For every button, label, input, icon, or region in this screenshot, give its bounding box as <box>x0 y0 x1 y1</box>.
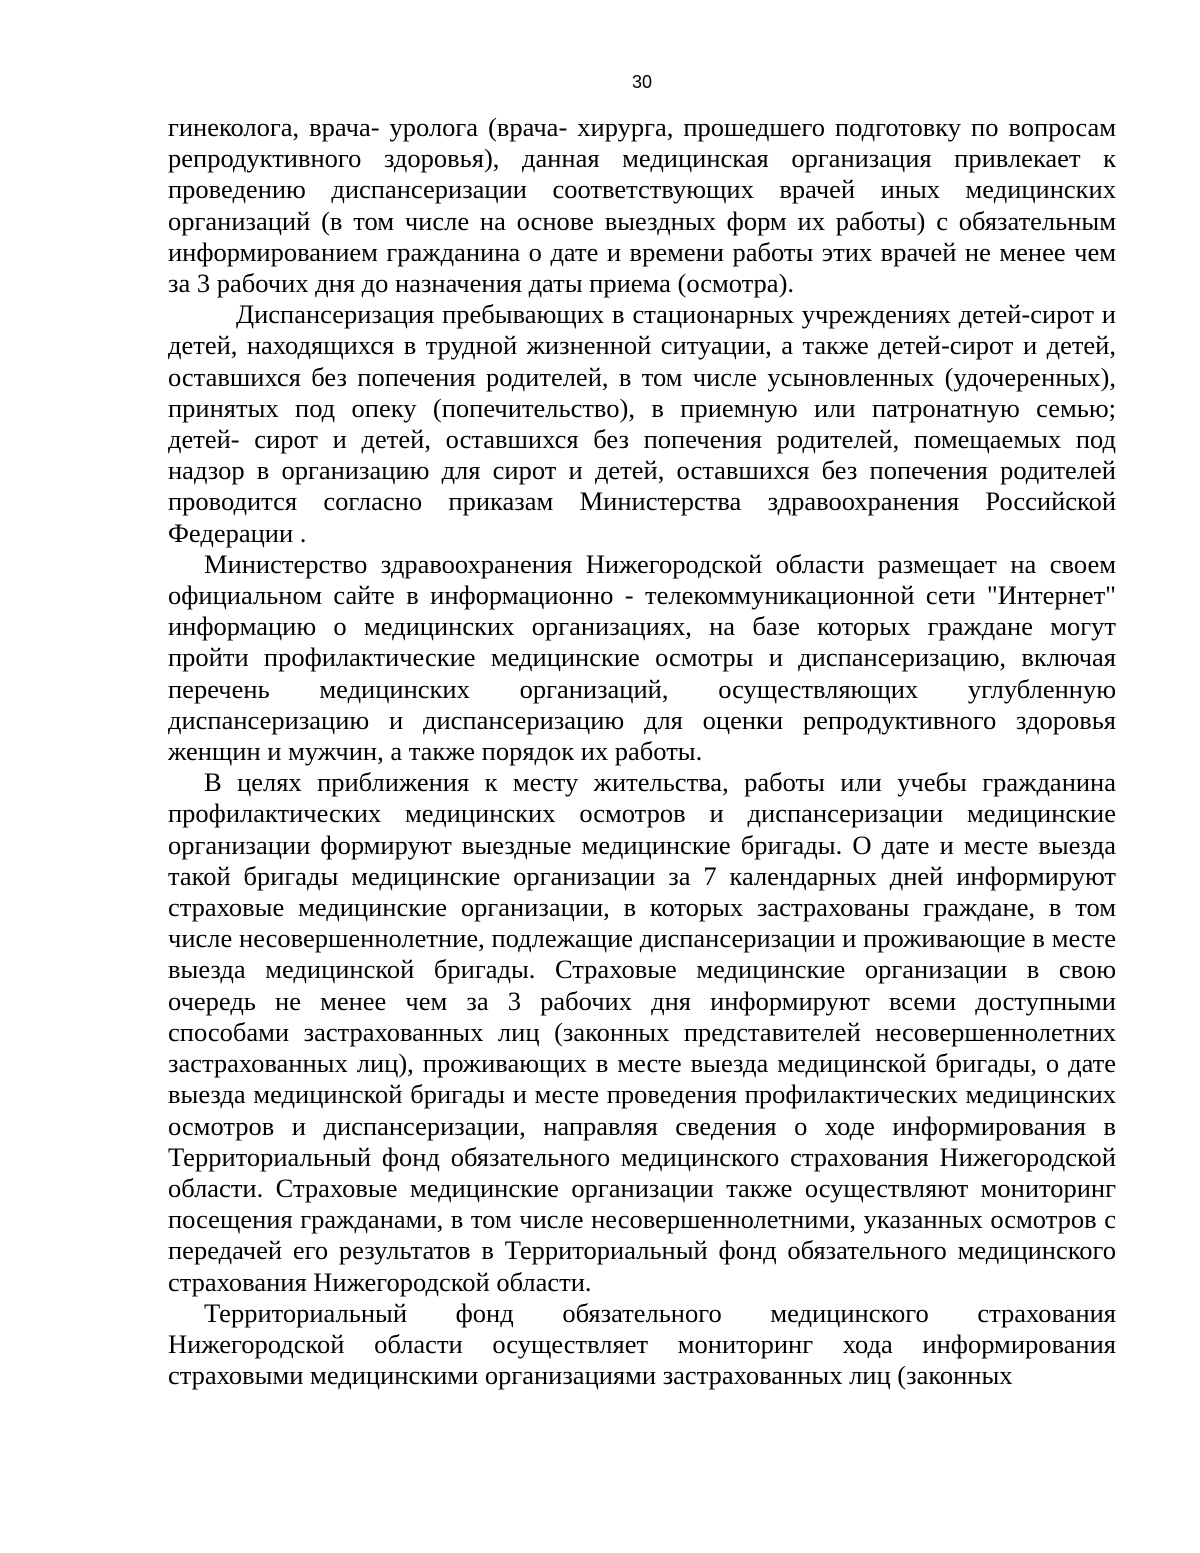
paragraph-mobile-brigades: В целях приближения к месту жительства, работы или учебы гражданина профилактических медицинских осмотров и диспансеризации медицинские организации формируют выездные медицинские бригады. О дате и месте выезда такой бригады медицинские организации за 7 календарных дней информируют страховые медицинские организации, в которых застрахованы граждане, в том числе несовершеннолетние, подлежащие диспансеризации и проживающие в месте выезда медицинской бригады. Страховые медицинские организации в свою очередь не менее чем за 3 рабочих дня информируют всеми доступными способами застрахованных лиц (законных представителей несовершеннолетних застрахованных лиц), проживающих в месте выезда медицинской бригады, о дате выезда медицинской бригады и месте проведения профилактических медицинских осмотров и диспансеризации, направляя сведения о ходе информирования в Территориальный фонд обязательного медицинского страхования Нижегородской области. Страховые медицинские организации также осуществляют мониторинг посещения гражданами, в том числе несовершеннолетними, указанных осмотров с передачей его результатов в Территориальный фонд обязательного медицинского страхования Нижегородской области. <box>168 767 1116 1297</box>
paragraph-orphans-dispensary: Диспансеризация пребывающих в стационарных учреждениях детей-сирот и детей, находящихся в трудной жизненной ситуации, а также детей-сирот и детей, оставшихся без попечения родителей, в том числе усыновленных (удочеренных), принятых под опеку (попечительство), в приемную или патронатную семью; детей- сирот и детей, оставшихся без попечения родителей, помещаемых под надзор в организацию для сирот и детей, оставшихся без попечения родителей проводится согласно приказам Министерства здравоохранения Российской Федерации . <box>168 299 1116 548</box>
document-body <box>168 112 1116 1391</box>
page-number: 30 <box>631 72 653 92</box>
paragraph-continuation: гинеколога, врача- уролога (врача- хирурга, прошедшего подготовку по вопросам репродуктивного здоровья), данная медицинская организация привлекает к проведению диспансеризации соответствующих врачей иных медицинских организаций (в том числе на основе выездных форм их работы) с обязательным информированием гражданина о дате и времени работы этих врачей не менее чем за 3 рабочих дня до назначения даты приема (осмотра). <box>168 112 1116 299</box>
paragraph-ministry-website: Министерство здравоохранения Нижегородской области размещает на своем официальном сайте в информационно - телекоммуникационной сети "Интернет" информацию о медицинских организациях, на базе которых граждане могут пройти профилактические медицинские осмотры и диспансеризацию, включая перечень медицинских организаций, осуществляющих углубленную диспансеризацию и диспансеризацию для оценки репродуктивного здоровья женщин и мужчин, а также порядок их работы. <box>168 548 1116 767</box>
paragraph-territorial-fund: Территориальный фонд обязательного медицинского страхования Нижегородской области осуществляет мониторинг хода информирования страховыми медицинскими организациями застрахованных лиц (законных <box>168 1297 1116 1391</box>
